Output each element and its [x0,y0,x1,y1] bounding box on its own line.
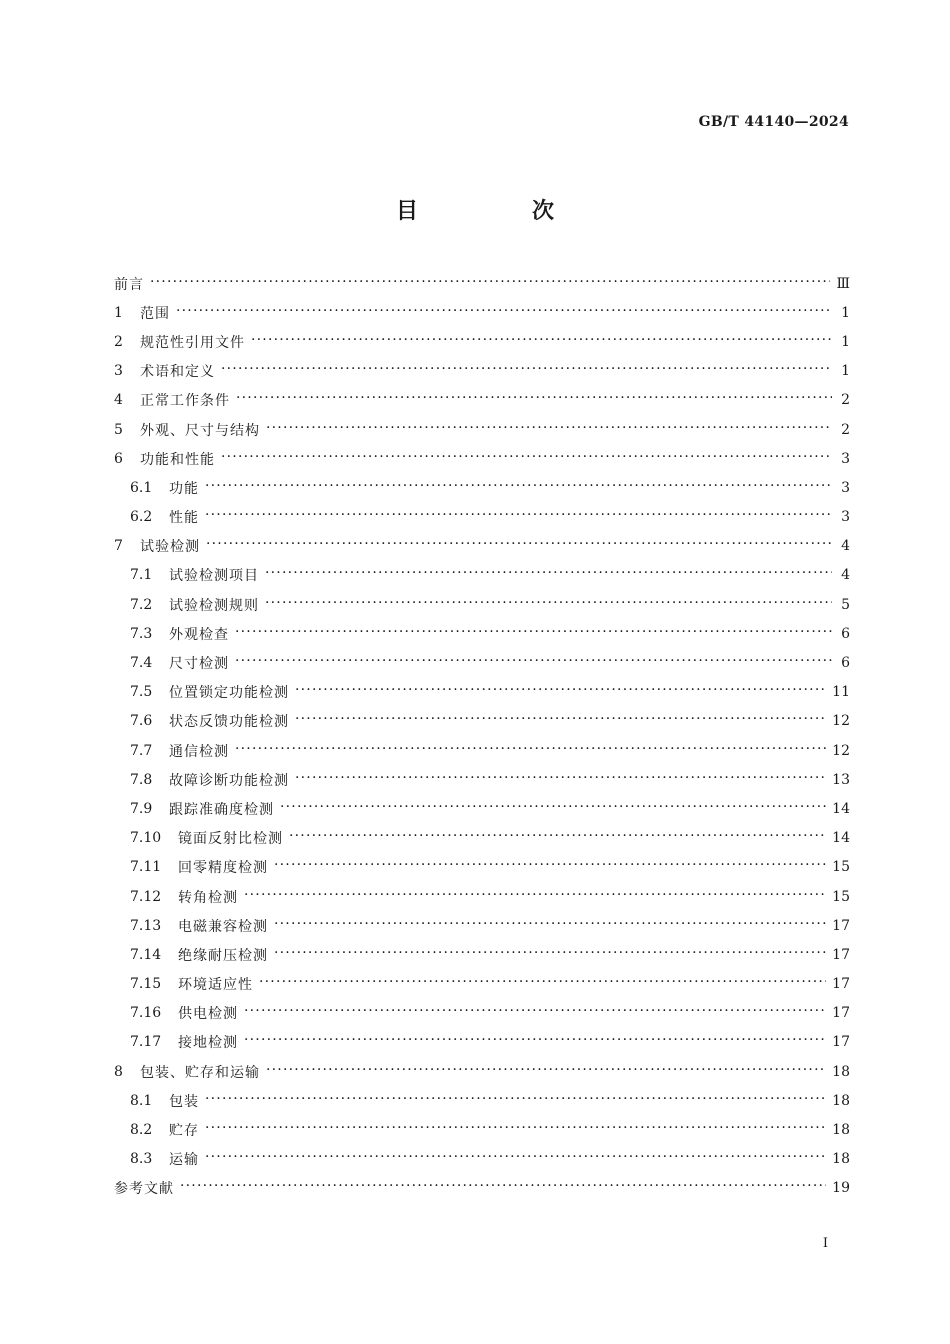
toc-entry-page: 18 [832,1092,850,1109]
toc-entry-page: 14 [832,830,850,847]
toc-leader-dots [274,919,826,933]
toc-entry-number: 7.17 [130,1034,162,1051]
toc-entry-number: 1 [114,304,123,321]
toc-entry[interactable] [114,1028,850,1057]
toc-entry-number: 7.5 [130,684,153,701]
toc-leader-dots [205,1094,826,1108]
toc-entry-number: 7.2 [130,596,153,613]
toc-entry[interactable] [114,327,850,356]
page-title: 目 次 [395,199,600,224]
toc-entry-label: 位置锁定功能检测 [169,685,289,702]
toc-entry-label: 前言 [114,276,144,293]
toc-leader-dots [235,656,832,670]
toc-leader-dots [265,568,832,582]
toc-entry-label: 故障诊断功能检测 [169,772,289,789]
toc-leader-dots [265,598,832,612]
toc-entry-label: 尺寸检测 [169,656,229,673]
toc-entry[interactable] [114,532,850,561]
toc-entry[interactable] [114,619,850,648]
toc-entry-label: 试验检测项目 [169,568,259,585]
toc-entry-page: 3 [841,509,850,526]
toc-entry-page: 1 [841,304,850,321]
toc-entry-label: 接地检测 [178,1035,238,1052]
toc-leader-dots [244,890,826,904]
toc-entry-page: 18 [832,1122,850,1139]
toc-entry-page: 14 [832,800,850,817]
standard-number: GB/T 44140—2024 [698,114,849,130]
toc-entry-number: 6 [114,450,123,467]
toc-leader-dots [236,393,832,407]
toc-leader-dots [205,481,832,495]
toc-entry[interactable] [114,1174,850,1203]
page-folio: I [822,1236,828,1251]
toc-entry-page: 12 [832,742,850,759]
toc-entry-page: 5 [841,596,850,613]
toc-entry[interactable] [114,357,850,386]
toc-entry[interactable] [114,473,850,502]
toc-entry-label: 贮存 [169,1123,199,1140]
toc-entry-label: 镜面反射比检测 [178,831,283,848]
toc-entry-page: 3 [841,479,850,496]
toc-leader-dots [244,1006,826,1020]
toc-entry[interactable] [114,765,850,794]
toc-entry-label: 通信检测 [169,743,229,760]
toc-leader-dots [274,948,826,962]
toc-leader-dots [266,1065,826,1079]
toc-entry-page: 2 [841,392,850,409]
toc-entry-page: 17 [832,1005,850,1022]
toc-entry-label: 正常工作条件 [140,393,230,410]
toc-entry-label: 试验检测规则 [169,597,259,614]
toc-leader-dots [251,335,832,349]
toc-entry[interactable] [114,503,850,532]
toc-entry-page: 18 [832,1151,850,1168]
toc-entry[interactable] [114,444,850,473]
toc-entry-page: Ⅲ [836,275,850,292]
toc-entry-number: 7.9 [130,800,153,817]
toc-entry-page: 4 [841,538,850,555]
toc-entry-label: 电磁兼容检测 [178,918,268,935]
toc-entry-number: 7.3 [130,625,153,642]
toc-entry[interactable] [114,736,850,765]
toc-entry-page: 4 [841,567,850,584]
toc-entry[interactable] [114,1086,850,1115]
toc-entry-page: 17 [832,917,850,934]
toc-entry[interactable] [114,561,850,590]
toc-entry-label: 术语和定义 [140,364,215,381]
toc-entry-number: 5 [114,421,123,438]
toc-entry-label: 试验检测 [140,539,200,556]
toc-entry-label: 供电检测 [178,1006,238,1023]
toc-entry-number: 7.8 [130,771,153,788]
toc-entry-page: 15 [832,859,850,876]
toc-entry-label: 性能 [169,510,199,527]
toc-entry[interactable] [114,882,850,911]
toc-leader-dots [280,802,826,816]
toc-entry-page: 19 [832,1180,850,1197]
toc-entry-label: 包装 [169,1093,199,1110]
toc-leader-dots [259,977,826,991]
toc-leader-dots [206,539,832,553]
toc-leader-dots [205,1123,826,1137]
toc-entry[interactable] [114,999,850,1028]
toc-entry-number: 7.14 [130,946,162,963]
toc-entry[interactable] [114,590,850,619]
toc-leader-dots [205,1152,826,1166]
toc-entry[interactable] [114,940,850,969]
toc-entry-page: 17 [832,976,850,993]
toc-leader-dots [295,773,826,787]
toc-leader-dots [295,714,826,728]
toc-entry-page: 11 [832,684,850,701]
toc-entry-label: 功能和性能 [140,451,215,468]
toc-entry-number: 3 [114,363,123,380]
toc-entry[interactable] [114,386,850,415]
toc-entry-page: 6 [841,655,850,672]
toc-leader-dots [150,277,830,291]
toc-entry-label: 转角检测 [178,889,238,906]
toc-leader-dots [244,1035,826,1049]
toc-entry-number: 7.11 [130,859,162,876]
toc-entry-number: 8 [114,1063,123,1080]
toc-entry-page: 13 [832,771,850,788]
toc-entry-number: 7.13 [130,917,162,934]
table-of-contents [114,269,850,1203]
toc-entry-page: 6 [841,625,850,642]
toc-entry-label: 环境适应性 [178,977,253,994]
toc-entry-label: 规范性引用文件 [140,334,245,351]
toc-entry-label: 状态反馈功能检测 [169,714,289,731]
toc-entry[interactable] [114,648,850,677]
toc-entry-label: 外观、尺寸与结构 [140,422,260,439]
toc-entry-label: 参考文献 [114,1181,174,1198]
toc-entry-label: 运输 [169,1152,199,1169]
toc-leader-dots [274,860,826,874]
toc-entry-label: 回零精度检测 [178,860,268,877]
toc-entry-number: 7.15 [130,976,162,993]
toc-entry-page: 15 [832,888,850,905]
toc-leader-dots [176,306,832,320]
toc-entry-number: 7.12 [130,888,162,905]
toc-entry[interactable] [114,1115,850,1144]
toc-entry-number: 7.1 [130,567,153,584]
toc-entry-label: 绝缘耐压检测 [178,947,268,964]
toc-entry[interactable] [114,707,850,736]
toc-entry-page: 18 [832,1063,850,1080]
toc-leader-dots [221,364,832,378]
toc-entry-number: 8.1 [130,1092,153,1109]
toc-leader-dots [289,831,826,845]
toc-entry-number: 7.10 [130,830,162,847]
toc-entry-page: 1 [841,333,850,350]
toc-entry-page: 17 [832,1034,850,1051]
toc-entry-number: 7.16 [130,1005,162,1022]
toc-entry-number: 7.6 [130,713,153,730]
toc-entry[interactable] [114,970,850,999]
toc-entry-number: 8.3 [130,1151,153,1168]
toc-entry[interactable] [114,269,850,298]
toc-leader-dots [295,685,826,699]
toc-entry-number: 7.4 [130,655,153,672]
toc-entry[interactable] [114,794,850,823]
toc-entry-number: 4 [114,392,123,409]
toc-entry[interactable] [114,415,850,444]
toc-entry-number: 6.2 [130,509,153,526]
toc-entry-label: 跟踪准确度检测 [169,801,274,818]
toc-leader-dots [180,1181,826,1195]
toc-leader-dots [235,627,832,641]
toc-leader-dots [221,452,832,466]
toc-entry[interactable] [114,298,850,327]
toc-leader-dots [235,744,826,758]
toc-entry-label: 范围 [140,305,170,322]
toc-entry[interactable] [114,824,850,853]
toc-leader-dots [266,423,832,437]
toc-entry[interactable] [114,853,850,882]
toc-entry-page: 3 [841,450,850,467]
toc-entry-number: 2 [114,333,123,350]
toc-entry-label: 包装、贮存和运输 [140,1064,260,1081]
toc-entry-page: 17 [832,946,850,963]
toc-entry-page: 1 [841,363,850,380]
toc-entry[interactable] [114,911,850,940]
toc-leader-dots [205,510,832,524]
toc-entry-page: 12 [832,713,850,730]
toc-entry-number: 7.7 [130,742,153,759]
toc-entry-label: 功能 [169,480,199,497]
toc-entry-label: 外观检查 [169,626,229,643]
toc-entry[interactable] [114,1145,850,1174]
toc-entry[interactable] [114,678,850,707]
toc-entry-page: 2 [841,421,850,438]
toc-entry-number: 7 [114,538,123,555]
toc-entry[interactable] [114,1057,850,1086]
toc-entry-number: 8.2 [130,1122,153,1139]
toc-entry-number: 6.1 [130,479,153,496]
